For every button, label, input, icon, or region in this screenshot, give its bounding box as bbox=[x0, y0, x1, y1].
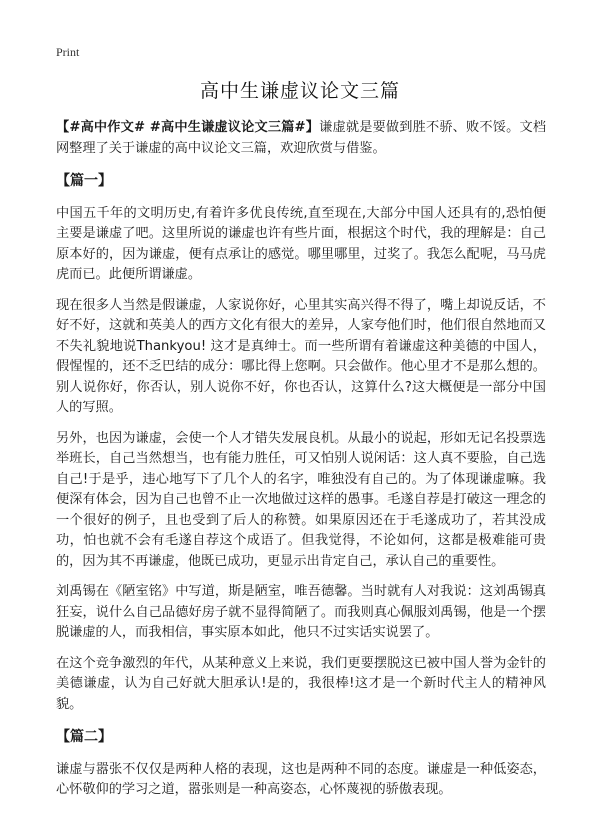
intro-text: 谦虚就是要做到胜不骄、败不馁。文档网整理了关于谦虚的高中议论文三篇，欢迎欣赏与借鉴。 bbox=[56, 120, 547, 156]
intro-paragraph bbox=[56, 118, 546, 159]
paragraph: 刘禹锡在《陋室铭》中写道，斯是陋室，唯吾德馨。当时就有人对我说：这刘禹锡真狂妄，说什么自己品德好房子就不显得简陋了。而我则真心佩服刘禹锡，他是一个摆脱谦虚的人，而我相信，事实原本如此，他只不过实话实说罢了。 bbox=[56, 584, 546, 640]
paragraph: 在这个竞争激烈的年代，从某种意义上来说，我们更要摆脱这已被中国人誉为金针的美德谦虚，认为自己好就大胆承认!是的，我很棒!这才是一个新时代主人的精神风貌。 bbox=[56, 655, 546, 712]
intro-tags: 【#高中作文# #高中生谦虚议论文三篇#】 bbox=[56, 120, 320, 135]
print-link[interactable]: Print bbox=[56, 45, 80, 59]
section-heading-2: 【篇二】 bbox=[56, 729, 112, 745]
paragraph: 现在很多人当然是假谦虚，人家说你好，心里其实高兴得不得了，嘴上却说反话，不好不好，这就和英美人的西方文化有很大的差异，人家夸他们时，他们很自然地而又不失礼貌地说Thankyou! 这才是真绅士。而一些所谓有着谦虚这种美德的中国人，假惺惺的，还不乏巴结的成分：哪比得上您啊。只会做作。他心里才不是那么想的。别人说你好，你否认，别人说你不好，你也否认，这算什么?这大概便是一部分中国人的写照。 bbox=[56, 297, 546, 415]
article-body bbox=[56, 118, 546, 811]
paragraph: 中国五千年的文明历史,有着许多优良传统,直至现在,大部分中国人还具有的,恐怕便主要是谦虚了吧。这里所说的谦虚也许有些片面，根据这个时代，我的理解是：自己原本好的，因为谦虚，便有点承让的感觉。哪里哪里，过奖了。我怎么配呢，马马虎虎而已。此便所谓谦虚。 bbox=[56, 205, 546, 282]
page-title: 高中生谦虚议论文三篇 bbox=[199, 80, 400, 102]
section-heading-1: 【篇一】 bbox=[56, 173, 112, 189]
paragraph: 另外，也因为谦虚，会使一个人才错失发展良机。从最小的说起，形如无记名投票选举班长，自己当然想当，也有能力胜任，可又怕别人说闲话：这人真不要脸，自己选自己!于是乎，违心地写下了几个人的名字，唯独没有自己的。为了体现谦虚嘛。我便深有体会，因为自己也曾不止一次地做过这样的愚事。毛遂自荐是打破这一理念的一个很好的例子，且也受到了后人的称赞。如果原因还在于毛遂成功了，若其没成功，怕也就不会有毛遂自荐这个成语了。但我觉得，不论如何，这都是极难能可贵的，因为其不再谦虚，他既已成功，更显示出肯定自己，承认自己的重要性。 bbox=[56, 430, 546, 569]
paragraph: 谦虚与嚣张不仅仅是两种人格的表现，这也是两种不同的态度。谦虚是一种低姿态，心怀敬仰的学习之道，嚣张则是一种高姿态，心怀蔑视的骄傲表现。 bbox=[56, 761, 546, 797]
